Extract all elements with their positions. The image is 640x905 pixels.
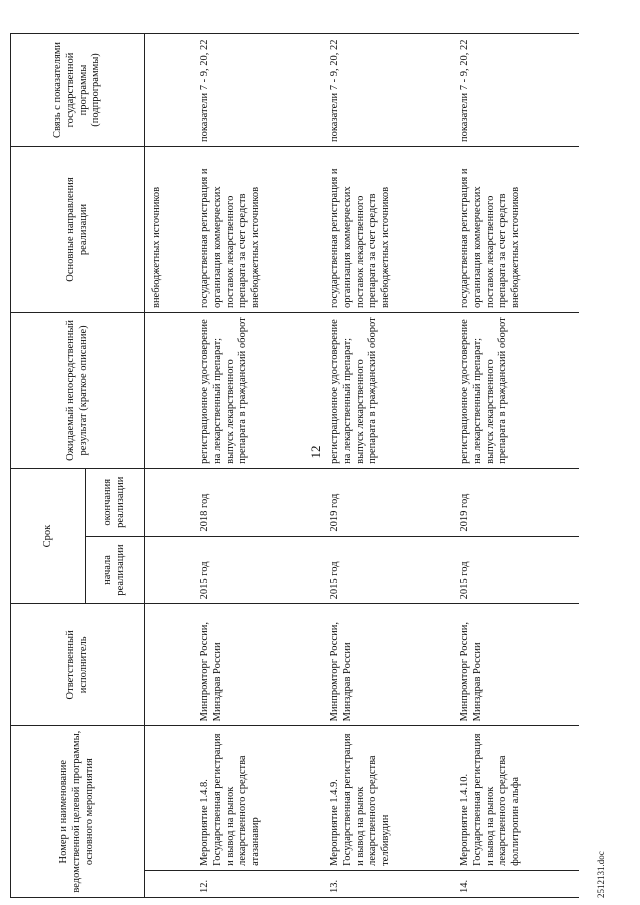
- cell-start: 2015 год: [319, 536, 449, 604]
- cell-num: 13.: [319, 870, 449, 897]
- table-row: [189, 34, 319, 898]
- cell-end: 2018 год: [189, 468, 319, 536]
- table-header: [11, 34, 145, 898]
- document-footer: 2512131.doc: [596, 851, 606, 898]
- cell-empty: [145, 870, 190, 897]
- cell-empty: [145, 536, 190, 604]
- cell-result: регистрационное удостоверение на лекарственный препарат; выпуск лекарственного препарата в гражданский оборот: [449, 313, 579, 469]
- cell-empty: [145, 468, 190, 536]
- cell-empty: [145, 313, 190, 469]
- cell-directions: внебюджетных источников: [145, 147, 190, 313]
- header-link: Связь с показателями государственной программы (подпрограммы): [11, 34, 145, 147]
- cell-name: Мероприятие 1.4.9. Государственная регистрация и вывод на рынок лекарственного средства телбивудин: [319, 726, 449, 871]
- cell-start: 2015 год: [189, 536, 319, 604]
- cell-executor: Минпромторг России, Минздрав России: [449, 604, 579, 726]
- header-executor: Ответственный исполнитель: [11, 604, 145, 726]
- cell-name: Мероприятие 1.4.10. Государственная регистрация и вывод на рынок лекарственного средства фоллитропин альфа: [449, 726, 579, 871]
- cell-empty: [145, 34, 190, 147]
- cell-start: 2015 год: [449, 536, 579, 604]
- cell-num: 12.: [189, 870, 319, 897]
- cell-link: показатели 7 - 9, 20, 22: [189, 34, 319, 147]
- header-term: Срок: [11, 468, 86, 604]
- cell-directions: государственная регистрация и организация коммерческих поставок лекарственного препарата за счет средств внебюджетных источников: [189, 147, 319, 313]
- cell-end: 2019 год: [449, 468, 579, 536]
- cell-result: регистрационное удостоверение на лекарственный препарат; выпуск лекарственного препарата в гражданский оборот: [319, 313, 449, 469]
- header-start: начала реализации: [86, 536, 145, 604]
- table-row: [319, 34, 449, 898]
- cell-empty: [145, 604, 190, 726]
- measures-table: [10, 33, 579, 898]
- cell-end: 2019 год: [319, 468, 449, 536]
- page-number: 12: [308, 445, 323, 459]
- cell-empty: [145, 726, 190, 871]
- cell-name: Мероприятие 1.4.8. Государственная регистрация и вывод на рынок лекарственного средства атазанавир: [189, 726, 319, 871]
- cell-link: показатели 7 - 9, 20, 22: [319, 34, 449, 147]
- header-result: Ожидаемый непосредственный результат (краткое описание): [11, 313, 145, 469]
- rotated-table-container: [10, 33, 620, 898]
- cell-num: 14.: [449, 870, 579, 897]
- header-end: окончания реализации: [86, 468, 145, 536]
- cell-executor: Минпромторг России, Минздрав России: [189, 604, 319, 726]
- continuation-row: [145, 34, 190, 898]
- cell-directions: государственная регистрация и организация коммерческих поставок лекарственного препарата за счет средств внебюджетных источников: [449, 147, 579, 313]
- cell-directions: государственная регистрация и организация коммерческих поставок лекарственного препарата за счет средств внебюджетных источников: [319, 147, 449, 313]
- table-row: [449, 34, 579, 898]
- cell-executor: Минпромторг России, Минздрав России: [319, 604, 449, 726]
- table-body: [145, 34, 580, 898]
- cell-result: регистрационное удостоверение на лекарственный препарат; выпуск лекарственного препарата в гражданский оборот: [189, 313, 319, 469]
- header-directions: Основные направления реализации: [11, 147, 145, 313]
- cell-link: показатели 7 - 9, 20, 22: [449, 34, 579, 147]
- header-number-name: Номер и наименование ведомственной целевой программы, основного мероприятия: [11, 726, 145, 898]
